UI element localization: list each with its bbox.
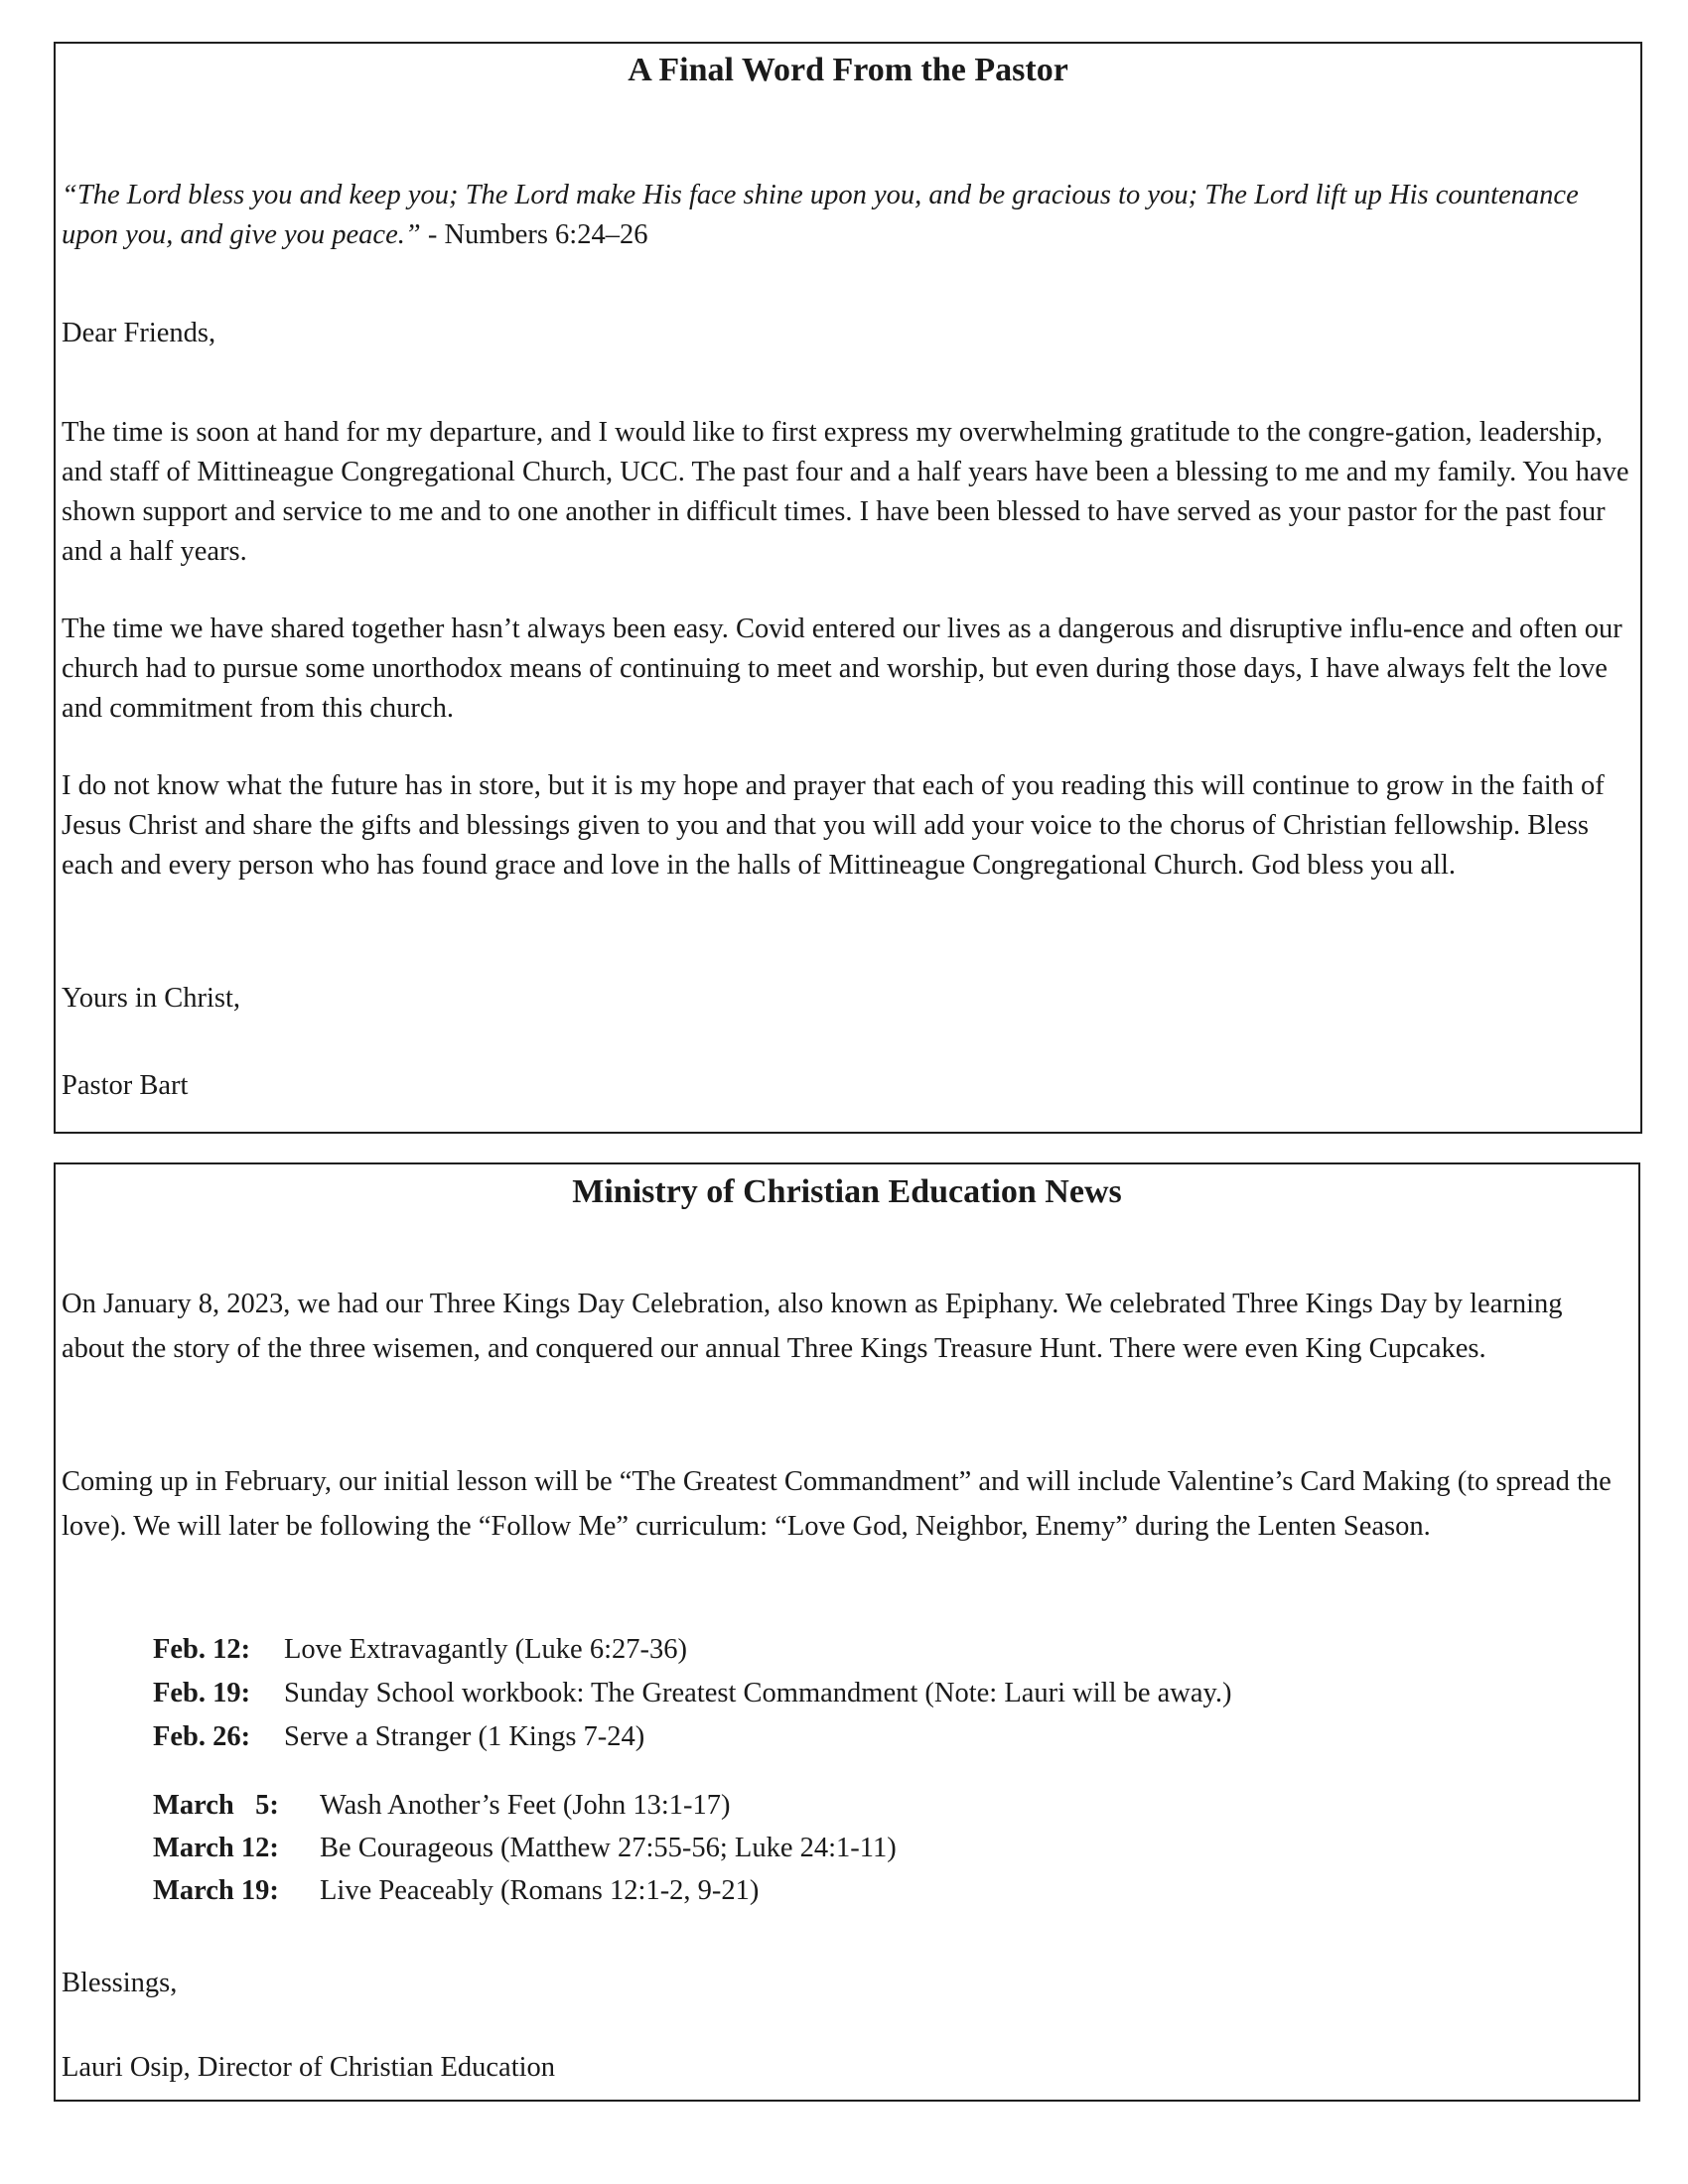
education-signature: Lauri Osip, Director of Christian Education xyxy=(62,2052,556,2083)
pastor-section-title: A Final Word From the Pastor xyxy=(628,52,1068,88)
education-section xyxy=(54,1162,1640,2102)
schedule-lesson: Serve a Stranger (1 Kings 7-24) xyxy=(284,1721,645,1752)
education-paragraph-2: Coming up in February, our initial lesson will be “The Greatest Commandment” and will include Valentine’s Card Making (to spread the love). We will later be following the “Follow Me” curriculum: “Love God, Neighbor, Enemy” during the Lenten Season. xyxy=(62,1466,1612,1542)
schedule-lesson: Sunday School workbook: The Greatest Commandment (Note: Lauri will be away.) xyxy=(284,1678,1232,1708)
schedule-date: Feb. 12: xyxy=(153,1634,251,1665)
pastor-signature: Pastor Bart xyxy=(62,1070,189,1101)
salutation: Dear Friends, xyxy=(62,318,216,348)
pastor-paragraph-2: The time we have shared together hasn’t always been easy. Covid entered our lives as a dangerous and disruptive influ-ence and often our church had to pursue some unorthodox means of continuing to meet and worship, but even during those days, I have always felt the love and commitment from this church. xyxy=(62,614,1622,724)
schedule-row xyxy=(153,1672,1232,1715)
pastor-paragraph-1: The time is soon at hand for my departure, and I would like to first express my overwhelming gratitude to the congre-gation, leadership, and staff of Mittineague Congregational Church, UCC. The past four and a half years have been a blessing to me and my family. You have shown support and service to me and to one another in difficult times. I have been blessed to have served as your pastor for the past four and a half years. xyxy=(62,417,1629,567)
pastor-closing: Yours in Christ, xyxy=(62,983,241,1014)
education-closing: Blessings, xyxy=(62,1968,178,1998)
schedule-row xyxy=(153,1784,731,1828)
schedule-row xyxy=(153,1869,759,1913)
schedule-lesson: Love Extravagantly (Luke 6:27-36) xyxy=(284,1634,687,1665)
scripture-quote xyxy=(62,176,1632,255)
education-section-title: Ministry of Christian Education News xyxy=(572,1173,1122,1210)
schedule-lesson: Be Courageous (Matthew 27:55-56; Luke 24:1-11) xyxy=(320,1833,897,1863)
schedule-date: Feb. 19: xyxy=(153,1678,251,1708)
schedule-date: March 5: xyxy=(153,1790,279,1821)
pastor-section xyxy=(54,42,1642,1134)
scripture-quote-text: “The Lord bless you and keep you; The Lord make His face shine upon you, and be gracious to you; The Lord lift up His countenance upon you, and give you peace.” xyxy=(62,180,1579,250)
schedule-date: Feb. 26: xyxy=(153,1721,251,1752)
schedule-lesson: Live Peaceably (Romans 12:1-2, 9-21) xyxy=(320,1875,760,1906)
pastor-paragraph-3: I do not know what the future has in store, but it is my hope and prayer that each of you reading this will continue to grow in the faith of Jesus Christ and share the gifts and blessings given to you and that you will add your voice to the chorus of Christian fellowship. Bless each and every person who has found grace and love in the halls of Mittineague Congregational Church. God bless you all. xyxy=(62,770,1605,881)
schedule-lesson: Wash Another’s Feet (John 13:1-17) xyxy=(320,1790,731,1821)
education-paragraph-1: On January 8, 2023, we had our Three Kings Day Celebration, also known as Epiphany. We celebrated Three Kings Day by learning about the story of the three wisemen, and conquered our annual Three Kings Treasure Hunt. There were even King Cupcakes. xyxy=(62,1289,1563,1364)
schedule-row xyxy=(153,1715,644,1759)
schedule-row xyxy=(153,1628,687,1672)
schedule-date: March 12: xyxy=(153,1833,279,1863)
schedule-date: March 19: xyxy=(153,1875,279,1906)
schedule-row xyxy=(153,1827,897,1870)
scripture-reference: - Numbers 6:24–26 xyxy=(420,219,648,250)
